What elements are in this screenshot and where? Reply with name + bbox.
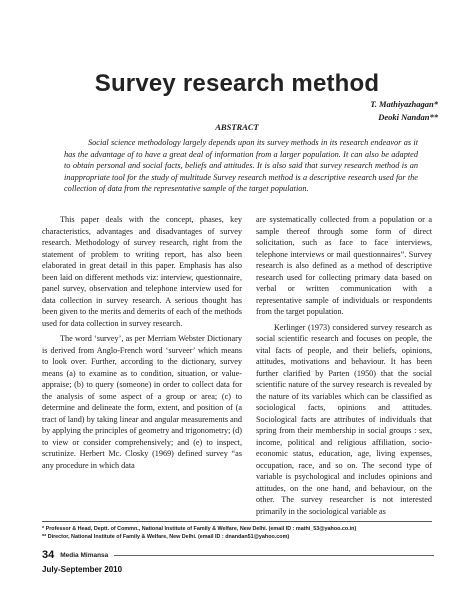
- footnote-divider: [42, 521, 432, 522]
- abstract-body: [64, 137, 418, 195]
- author-name: Deoki Nandan**: [378, 112, 438, 122]
- journal-name: Media Mimansa: [60, 551, 109, 559]
- article-title: Survey research method: [94, 70, 380, 97]
- footer-rule: [114, 555, 434, 556]
- body-paragraph: Kerlinger (1973) considered survey research as social scientific research and focuses on people, the vital facts of people, and their beliefs, opinions, attitudes, motivations and behaviour. It has been further clarified by Parten (1950) that the social scientific nature of the survey research is revealed by the nature of its variables which can be classified as sociological facts, opinions and attitudes. Sociological facts are attributes of individuals that spring from their membership in social groups : sex, income, political and religious affiliation, socio-economic status, education, age, living expenses, occupation, race, and so on. The second type of variable is psychological and includes opinions and attitudes, on the one hand, and behaviour, on the other. The survey researcher is not interested primarily in the sociological variable as: [256, 322, 432, 516]
- issue-date: July-September 2010: [42, 565, 123, 574]
- body-paragraph: This paper deals with the concept, phases, key characteristics, advantages and disadvantages of survey research. Methodology of survey research, right from the statement of problem to writing report, has also been elaborated in great detail in this paper. Emphasis has also been laid on different methods viz: interview, questionnaire, panel survey, observation and telephone interview used for data collection in survey research. A serious thought has been given to the merits and demerits of each of the methods used for data collection in survey research.: [42, 215, 242, 328]
- abstract-heading: ABSTRACT: [215, 122, 259, 132]
- footnote: * Professor & Head, Deptt. of Commn., National Institute of Family & Welfare, New Delhi. (email ID : mathi_53@yahoo.co.in): [42, 526, 357, 532]
- journal-footer: [42, 549, 434, 561]
- author-block: [370, 98, 438, 124]
- body-paragraph: The word ‘survey’, as per Merriam Webster Dictionary is derived from Anglo-French word ‘surveer’ which means to look over. Further, according to the dictionary, survey means (a) to examine as to condition, situation, or value-appraise; (b) to query (someone) in order to collect data for the analysis of some aspect of a group or area; (c) to determine and delineate the form, extent, and position of (a tract of land) by taking linear and angular measurements and by applying the principles of geometry and trigonometry; (d) to view or consider comprehensively; and (e) to inspect, scrutinize. Herbert Mc. Closky (1969) defined survey “as any procedure in which data: [42, 334, 242, 470]
- right-column: [256, 214, 432, 521]
- footnote: ** Director, National Institute of Family & Welfare, New Delhi. (email ID : dnandan51@yahoo.com): [42, 534, 290, 540]
- body-paragraph: are systematically collected from a population or a sample thereof through some form of direct solicitation, such as face to face interviews, telephone interviews or mail questionnaires”. Survey research is also defined as a method of descriptive research used for collecting primary data based on verbal or written communication with a representative sample of individuals or respondents from the target population.: [256, 215, 432, 316]
- abstract-paragraph: Social science methodology largely depends upon its survey methods in its research endeavor as it has the advantage of to have a great deal of information from a larger population. It can also be adapted to obtain personal and social facts, beliefs and attitudes. It is also said that survey research method is an inappropriate tool for the study of multitude Survey research method is a descriptive research used for the collection of data from the representative sample of the target population.: [64, 138, 418, 194]
- left-column: [42, 214, 242, 475]
- footnotes: [42, 525, 442, 541]
- page-number: 34: [42, 549, 55, 561]
- author-name: T. Mathiyazhagan*: [370, 99, 438, 109]
